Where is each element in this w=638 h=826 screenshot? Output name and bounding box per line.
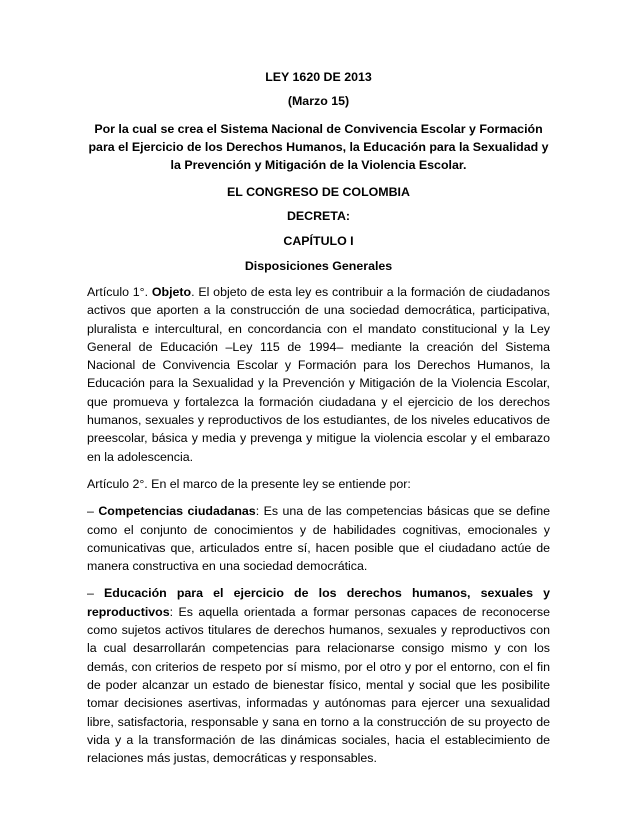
- document-page: [87, 70, 550, 776]
- law-subtitle: Por la cual se crea el Sistema Nacional de Convivencia Escolar y Formación para el Ejercicio de los Derechos Humanos, la Educación para la Sexualidad y la Prevención y Mitigación de la Violencia Escolar.: [88, 122, 549, 172]
- chapter-name: Disposiciones Generales: [244, 259, 393, 273]
- decreta-heading: DECRETA:: [286, 209, 351, 223]
- article-1-text: . El objeto de esta ley es contribuir a la formación de ciudadanos activos que aporten a la construcción de una sociedad democrática, participativa, pluralista e intercultural, en concordancia con el mandato constitucional y la Ley General de Educación –Ley 115 de 1994– mediante la creación del Sistema Nacional de Convivencia Escolar y Formación para los Derechos Humanos, la Educación para la Sexualidad y la Prevención y Mitigación de la Violencia Escolar, que promueva y fortalezca la formación ciudadana y el ejercicio de los derechos humanos, sexuales y reproductivos de los estudiantes, de los niveles educativos de preescolar, básica y media y prevenga y mitigue la violencia escolar y el embarazo en la adolescencia.: [87, 285, 550, 464]
- article-2: Artículo 2°. En el marco de la presente ley se entiende por:: [87, 476, 411, 491]
- article-1-heading: Objeto: [151, 285, 192, 299]
- definition-text: : Es aquella orientada a formar personas capaces de reconocerse como sujetos activos titulares de derechos humanos, sexuales y reproductivos con la cual desarrollarán competencias para relacionarse consigo mismo y con los demás, con criterios de respeto por sí mismo, por el otro y por el entorno, con el fin de poder alcanzar un estado de bienestar físico, mental y social que les posibilite tomar decisiones asertivas, informadas y autónomas para ejercer una sexualidad libre, satisfactoria, responsable y sana en torno a la construcción de su proyecto de vida y a la transformación de las dinámicas sociales, hacia el establecimiento de relaciones más justas, democráticas y responsables.: [87, 604, 550, 766]
- law-title: LEY 1620 DE 2013: [265, 70, 372, 84]
- article-1: [87, 283, 550, 466]
- definition-educacion: [87, 584, 550, 767]
- definition-term: Educación para el ejercicio de los derechos humanos, sexuales y reproductivos: [87, 586, 550, 619]
- law-date: (Marzo 15): [287, 94, 350, 108]
- definition-dash: –: [87, 586, 105, 601]
- definition-competencias: [87, 502, 550, 575]
- congress-heading: EL CONGRESO DE COLOMBIA: [227, 185, 410, 199]
- chapter-heading: CAPÍTULO I: [283, 234, 354, 248]
- definition-text: : Es una de las competencias básicas que se define como el conjunto de conocimientos y de habilidades cognitivas, emocionales y comunicativas que, articulados entre sí, hacen posible que el ciudadano actúe de manera constructiva en una sociedad democrática.: [87, 504, 550, 574]
- article-1-label: Artículo 1°.: [87, 285, 149, 299]
- definition-term: Competencias ciudadanas: [98, 504, 256, 519]
- definition-dash: –: [87, 504, 99, 519]
